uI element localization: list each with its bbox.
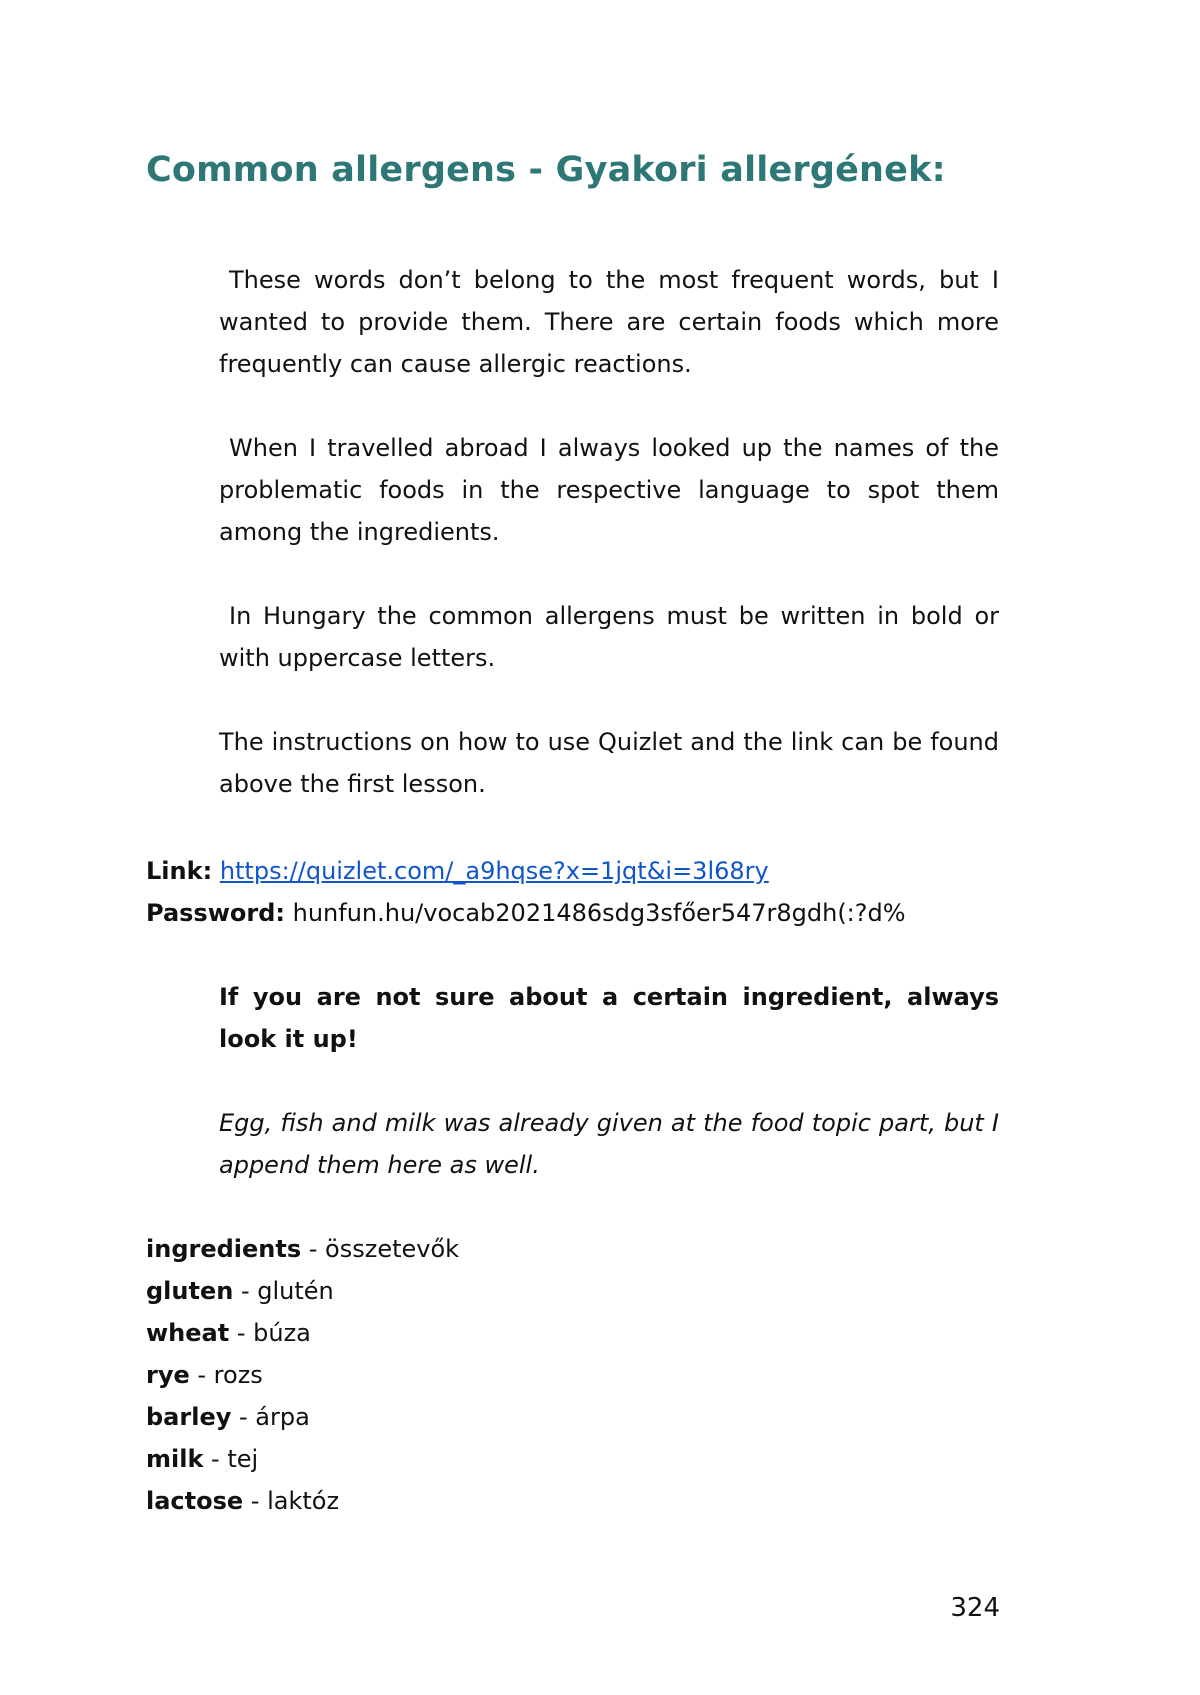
password-value: hunfun.hu/vocab2021486sdg3sfőer547r8gdh(:?d% <box>292 899 906 927</box>
vocab-term: barley <box>146 1403 232 1431</box>
password-label: Password: <box>146 899 285 927</box>
vocab-item <box>146 1480 459 1522</box>
vocab-item <box>146 1438 459 1480</box>
intro-paragraph-1: These words don’t belong to the most frequent words, but I wanted to provide them. There are certain foods which more frequently can cause allergic reactions. <box>219 266 999 378</box>
notes-section <box>219 976 999 1186</box>
quizlet-credentials <box>146 850 1046 934</box>
vocab-term: ingredients <box>146 1235 302 1263</box>
vocab-item <box>146 1312 459 1354</box>
password-line <box>146 892 1046 934</box>
vocab-translation: - glutén <box>233 1277 334 1305</box>
intro-paragraph-4: The instructions on how to use Quizlet and the link can be found above the first lesson. <box>219 728 999 798</box>
vocab-item <box>146 1270 459 1312</box>
vocab-item <box>146 1228 459 1270</box>
vocabulary-list <box>146 1228 459 1522</box>
vocab-translation: - rozs <box>189 1361 263 1389</box>
vocab-term: gluten <box>146 1277 234 1305</box>
vocab-translation: - laktóz <box>243 1487 340 1515</box>
intro-section <box>219 259 999 805</box>
look-it-up-note: If you are not sure about a certain ingredient, always look it up! <box>219 983 999 1053</box>
vocab-translation: - búza <box>229 1319 311 1347</box>
vocab-term: rye <box>146 1361 190 1389</box>
vocab-term: lactose <box>146 1487 244 1515</box>
vocab-term: milk <box>146 1445 204 1473</box>
append-note: Egg, fish and milk was already given at the food topic part, but I append them here as well. <box>219 1109 999 1179</box>
link-line <box>146 850 1046 892</box>
page-title: Common allergens - Gyakori allergének: <box>146 150 946 190</box>
vocab-translation: - tej <box>203 1445 259 1473</box>
quizlet-link[interactable]: https://quizlet.com/_a9hqse?x=1jqt&i=3l68ry <box>219 857 769 885</box>
vocab-translation: - árpa <box>231 1403 310 1431</box>
intro-paragraph-3: In Hungary the common allergens must be written in bold or with uppercase letters. <box>219 602 999 672</box>
intro-paragraph-2: When I travelled abroad I always looked up the names of the problematic foods in the respective language to spot them among the ingredients. <box>219 434 999 546</box>
vocab-translation: - összetevők <box>301 1235 460 1263</box>
vocab-item <box>146 1396 459 1438</box>
vocab-item <box>146 1354 459 1396</box>
link-label: Link: <box>146 857 213 885</box>
page-number: 324 <box>950 1593 1000 1623</box>
vocab-term: wheat <box>146 1319 230 1347</box>
